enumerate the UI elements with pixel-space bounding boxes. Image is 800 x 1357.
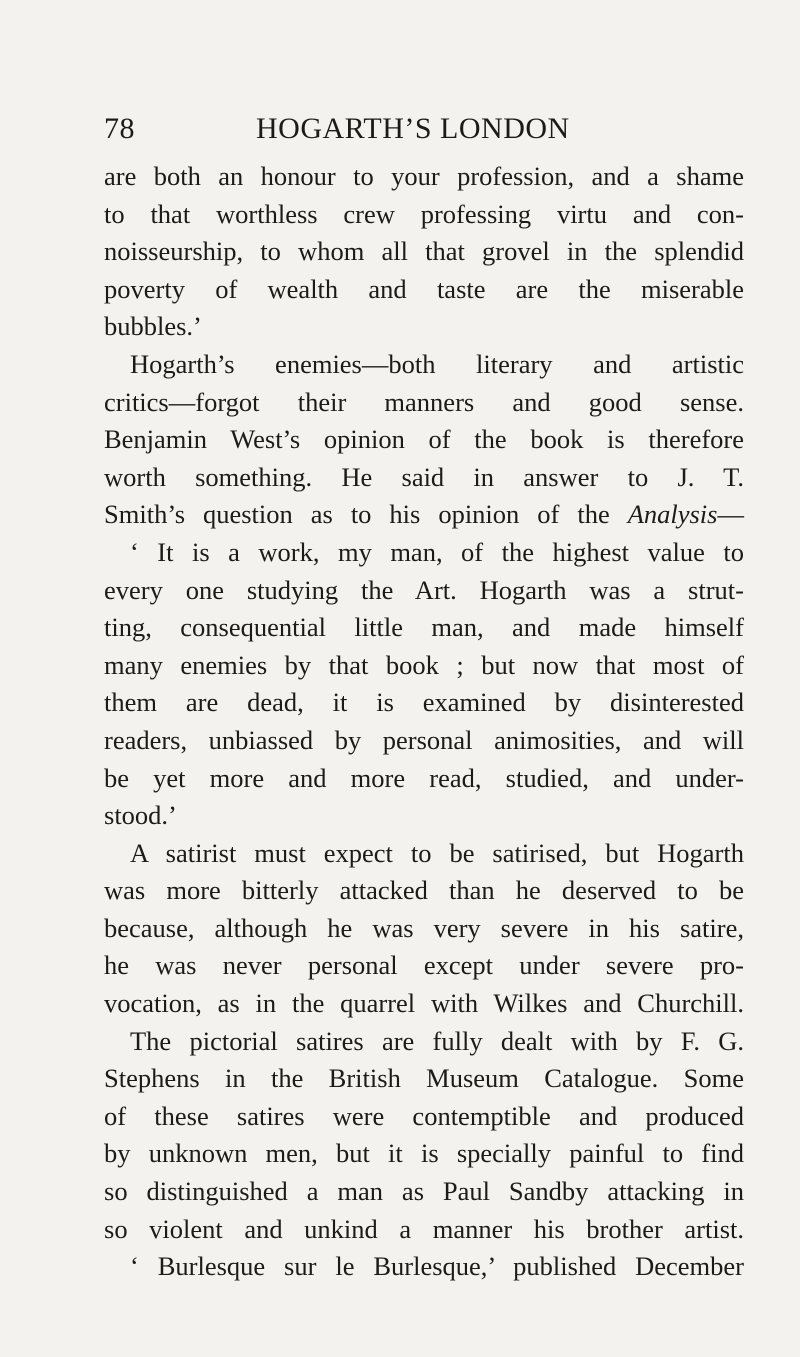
text-segment: Smith’s question as to his opinion of the bbox=[104, 499, 628, 530]
text-line: by unknown men, but it is specially painful to find bbox=[104, 1138, 744, 1169]
text-line: readers, unbiassed by personal animosities, and will bbox=[104, 724, 744, 755]
text-line: ting, consequential little man, and made himself bbox=[104, 612, 744, 643]
text-line: A satirist must expect to be satirised, but Hogarth bbox=[130, 837, 744, 868]
running-title: HOGARTH’S LONDON bbox=[256, 112, 570, 145]
text-line: to that worthless crew professing virtu and con- bbox=[104, 198, 744, 229]
running-head bbox=[104, 112, 744, 152]
text-line: are both an honour to your profession, and a shame bbox=[104, 161, 744, 191]
text-line: ‘ It is a work, my man, of the highest value to bbox=[130, 536, 744, 567]
page-number: 78 bbox=[104, 112, 135, 145]
text-line: every one studying the Art. Hogarth was a strut- bbox=[104, 574, 744, 605]
text-line: vocation, as in the quarrel with Wilkes and Churchill. bbox=[104, 988, 744, 1019]
text-line: stood.’ bbox=[104, 800, 177, 831]
text-line: because, although he was very severe in his satire, bbox=[104, 912, 744, 943]
text-line: so violent and unkind a manner his brother artist. bbox=[104, 1213, 744, 1244]
text-line: Hogarth’s enemies—both literary and artistic bbox=[130, 348, 744, 379]
text-line-with-title bbox=[104, 496, 744, 534]
italic-book-title: Analysis bbox=[627, 499, 718, 530]
text-line: was more bitterly attacked than he deserved to be bbox=[104, 875, 744, 906]
text-line: of these satires were contemptible and produced bbox=[104, 1100, 744, 1131]
text-line: critics—forgot their manners and good sense. bbox=[104, 386, 744, 417]
text-line: bubbles.’ bbox=[104, 311, 202, 342]
text-line: be yet more and more read, studied, and under- bbox=[104, 762, 744, 793]
text-line: Stephens in the British Museum Catalogue. Some bbox=[104, 1063, 744, 1094]
text-line: so distinguished a man as Paul Sandby attacking in bbox=[104, 1176, 744, 1207]
text-line: noisseurship, to whom all that grovel in the splendid bbox=[104, 236, 744, 267]
body-text bbox=[104, 158, 744, 1286]
text-line: Benjamin West’s opinion of the book is therefore bbox=[104, 424, 744, 455]
em-dash: — bbox=[717, 499, 744, 530]
text-line: he was never personal except under severe pro- bbox=[104, 950, 744, 981]
text-line: many enemies by that book ; but now that most of bbox=[104, 649, 744, 680]
text-line: worth something. He said in answer to J. T. bbox=[104, 461, 744, 492]
text-line: poverty of wealth and taste are the miserable bbox=[104, 273, 744, 304]
text-line: them are dead, it is examined by disinterested bbox=[104, 687, 744, 718]
text-line: The pictorial satires are fully dealt with by F. G. bbox=[130, 1025, 744, 1056]
text-line: ‘ Burlesque sur le Burlesque,’ published December bbox=[130, 1251, 744, 1282]
